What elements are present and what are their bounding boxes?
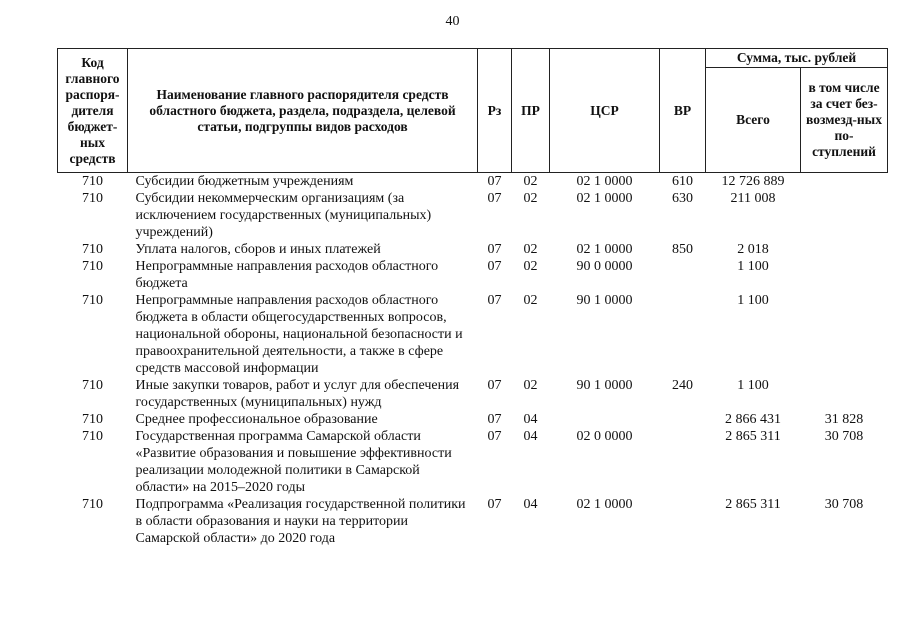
table-row bbox=[58, 428, 888, 496]
table-row bbox=[58, 292, 888, 377]
header-code: Код главного распоря-дителя бюджет-ных средств bbox=[58, 49, 128, 173]
table-row bbox=[58, 496, 888, 547]
cell-pr: 04 bbox=[523, 429, 538, 444]
cell-total: 1 100 bbox=[737, 259, 769, 274]
header-vr: ВР bbox=[660, 49, 706, 173]
cell-code: 710 bbox=[82, 378, 103, 393]
cell-csr: 02 1 0000 bbox=[576, 242, 633, 257]
cell-csr: 90 0 0000 bbox=[576, 259, 633, 274]
cell-pr: 02 bbox=[523, 191, 538, 206]
cell-pr: 04 bbox=[523, 497, 538, 512]
header-rz: Рз bbox=[478, 49, 512, 173]
cell-name: Субсидии некоммерческим организациям (за исключением государственных (муниципальных) учреждений) bbox=[135, 191, 432, 240]
table-row bbox=[58, 411, 888, 428]
cell-vr: 630 bbox=[672, 191, 693, 206]
cell-pr: 02 bbox=[523, 242, 538, 257]
cell-total: 211 008 bbox=[730, 191, 776, 206]
cell-vr bbox=[660, 258, 706, 292]
cell-pr: 02 bbox=[523, 378, 538, 393]
cell-free bbox=[801, 292, 888, 377]
header-total: Всего bbox=[706, 68, 801, 173]
cell-rz: 07 bbox=[487, 293, 502, 308]
cell-rz: 07 bbox=[487, 242, 502, 257]
table-body bbox=[58, 173, 888, 548]
cell-code: 710 bbox=[82, 259, 103, 274]
header-pr: ПР bbox=[512, 49, 550, 173]
header-free: в том числе за счет без-возмезд-ных по-ступлений bbox=[801, 68, 888, 173]
cell-code: 710 bbox=[82, 497, 103, 512]
cell-rz: 07 bbox=[487, 412, 502, 427]
cell-vr bbox=[660, 428, 706, 496]
cell-free bbox=[801, 241, 888, 258]
cell-rz: 07 bbox=[487, 429, 502, 444]
cell-free bbox=[801, 377, 888, 411]
cell-vr bbox=[660, 411, 706, 428]
header-sum-group: Сумма, тыс. рублей bbox=[706, 49, 888, 68]
cell-vr bbox=[660, 496, 706, 547]
cell-free: 31 828 bbox=[824, 412, 864, 427]
cell-pr: 02 bbox=[523, 293, 538, 308]
cell-pr: 04 bbox=[523, 412, 538, 427]
table-header bbox=[58, 49, 888, 173]
table-row bbox=[58, 190, 888, 241]
cell-csr: 90 1 0000 bbox=[576, 293, 633, 308]
cell-name: Среднее профессиональное образование bbox=[135, 412, 378, 427]
header-name: Наименование главного распорядителя средств областного бюджета, раздела, подраздела, целевой статьи, подгруппы видов расходов bbox=[128, 49, 478, 173]
cell-csr bbox=[550, 411, 660, 428]
cell-code: 710 bbox=[82, 191, 103, 206]
cell-name: Непрограммные направления расходов областного бюджета в области общегосударственных вопросов, национальной обороны, национальной безопасности и правоохранительной деятельности, а также в сфере средств массовой информации bbox=[135, 293, 463, 376]
cell-total: 2 866 431 bbox=[725, 412, 781, 427]
cell-code: 710 bbox=[82, 174, 103, 189]
cell-csr: 02 0 0000 bbox=[576, 429, 633, 444]
cell-pr: 02 bbox=[523, 259, 538, 274]
cell-code: 710 bbox=[82, 242, 103, 257]
cell-rz: 07 bbox=[487, 191, 502, 206]
cell-free bbox=[801, 190, 888, 241]
cell-csr: 02 1 0000 bbox=[576, 174, 633, 189]
cell-total: 1 100 bbox=[737, 293, 769, 308]
cell-total: 1 100 bbox=[737, 378, 769, 393]
cell-total: 2 865 311 bbox=[725, 429, 781, 444]
cell-code: 710 bbox=[82, 429, 103, 444]
cell-vr: 240 bbox=[672, 378, 693, 393]
cell-free: 30 708 bbox=[824, 429, 864, 444]
page-number: 40 bbox=[445, 14, 460, 29]
table-row bbox=[58, 377, 888, 411]
budget-table bbox=[57, 48, 888, 547]
cell-vr: 850 bbox=[672, 242, 693, 257]
cell-free bbox=[801, 258, 888, 292]
header-csr: ЦСР bbox=[550, 49, 660, 173]
cell-code: 710 bbox=[82, 293, 103, 308]
cell-name: Субсидии бюджетным учреждениям bbox=[135, 174, 354, 189]
cell-csr: 02 1 0000 bbox=[576, 497, 633, 512]
cell-name: Государственная программа Самарской области «Развитие образования и повышение эффективности реализации молодежной политики в Самарской области» на 2015–2020 годы bbox=[135, 429, 452, 495]
cell-rz: 07 bbox=[487, 378, 502, 393]
cell-name: Иные закупки товаров, работ и услуг для обеспечения государственных (муниципальных) нужд bbox=[135, 378, 460, 410]
cell-pr: 02 bbox=[523, 174, 538, 189]
table-row bbox=[58, 173, 888, 191]
cell-csr: 90 1 0000 bbox=[576, 378, 633, 393]
cell-total: 2 865 311 bbox=[725, 497, 781, 512]
cell-rz: 07 bbox=[487, 259, 502, 274]
cell-name: Подпрограмма «Реализация государственной политики в области образования и науки на территории Самарской области» до 2020 года bbox=[135, 497, 466, 546]
cell-rz: 07 bbox=[487, 174, 502, 189]
cell-total: 12 726 889 bbox=[721, 174, 785, 189]
cell-code: 710 bbox=[82, 412, 103, 427]
cell-csr: 02 1 0000 bbox=[576, 191, 633, 206]
cell-vr: 610 bbox=[672, 174, 693, 189]
table-row bbox=[58, 241, 888, 258]
cell-free bbox=[801, 173, 888, 191]
cell-free: 30 708 bbox=[824, 497, 864, 512]
cell-vr bbox=[660, 292, 706, 377]
cell-total: 2 018 bbox=[737, 242, 769, 257]
cell-name: Непрограммные направления расходов областного бюджета bbox=[135, 259, 439, 291]
table-row bbox=[58, 258, 888, 292]
cell-name: Уплата налогов, сборов и иных платежей bbox=[135, 242, 381, 257]
cell-rz: 07 bbox=[487, 497, 502, 512]
